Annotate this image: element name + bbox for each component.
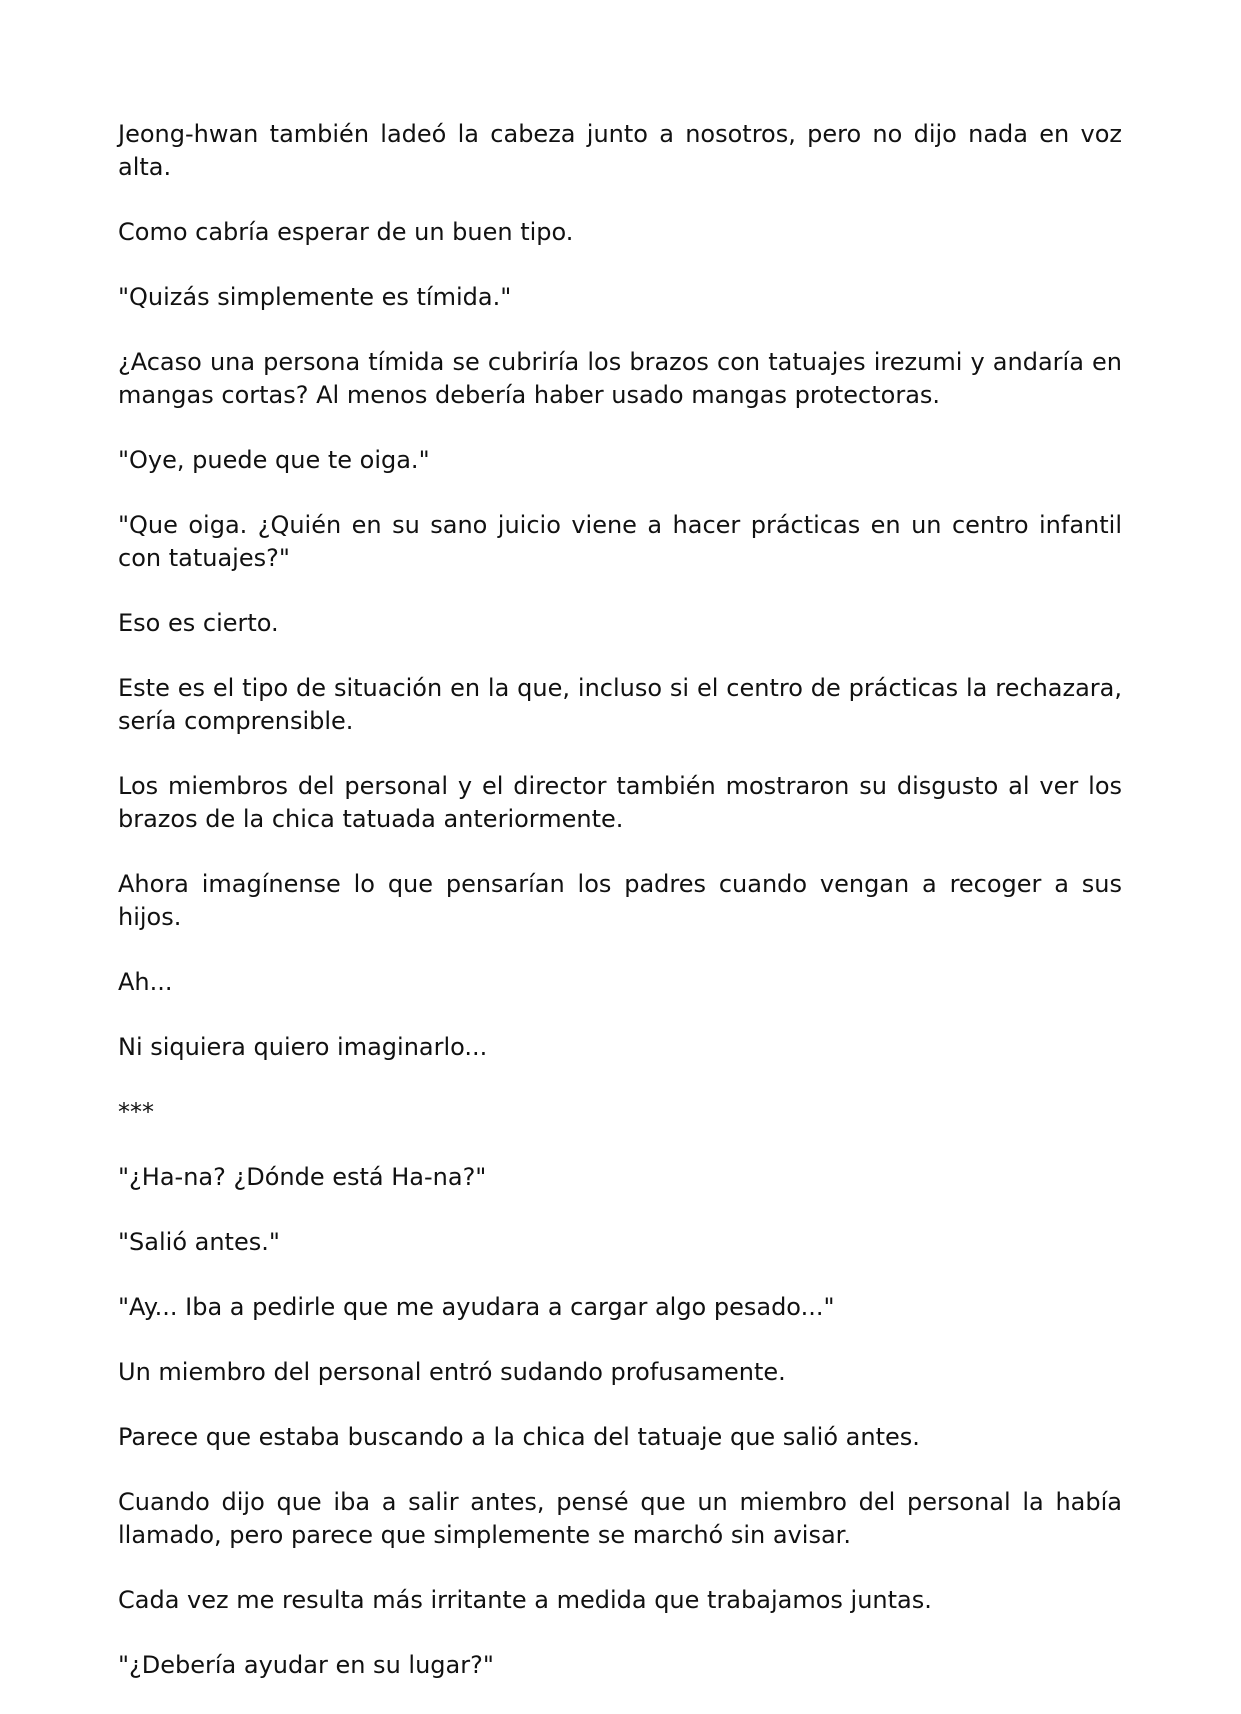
paragraph: "¿Ha-na? ¿Dónde está Ha-na?" <box>118 1163 487 1191</box>
paragraph: "Que oiga. ¿Quién en su sano juicio viene a hacer prácticas en un centro infantil con tatuajes?" <box>118 511 1122 572</box>
paragraph: ¿Acaso una persona tímida se cubriría los brazos con tatuajes irezumi y andaría en mangas cortas? Al menos debería haber usado mangas protectoras. <box>118 348 1122 409</box>
paragraph: Como cabría esperar de un buen tipo. <box>118 218 574 246</box>
paragraph: Ah... <box>118 968 173 996</box>
paragraph: "Quizás simplemente es tímida." <box>118 283 512 311</box>
paragraph: "Salió antes." <box>118 1228 280 1256</box>
paragraph: Cada vez me resulta más irritante a medida que trabajamos juntas. <box>118 1586 932 1614</box>
paragraph: Los miembros del personal y el director también mostraron su disgusto al ver los brazos de la chica tatuada anteriormente. <box>118 772 1122 833</box>
paragraph: Ahora imagínense lo que pensarían los padres cuando vengan a recoger a sus hijos. <box>118 870 1122 931</box>
paragraph: Ni siquiera quiero imaginarlo... <box>118 1033 488 1061</box>
paragraph: Eso es cierto. <box>118 609 279 637</box>
paragraph: Este es el tipo de situación en la que, incluso si el centro de prácticas la rechazara, sería comprensible. <box>118 674 1122 735</box>
paragraph: Cuando dijo que iba a salir antes, pensé que un miembro del personal la había llamado, pero parece que simplemente se marchó sin avisar. <box>118 1488 1122 1549</box>
paragraph: "Ay... Iba a pedirle que me ayudara a cargar algo pesado..." <box>118 1293 835 1321</box>
paragraph: Parece que estaba buscando a la chica del tatuaje que salió antes. <box>118 1423 920 1451</box>
body-text <box>118 118 1122 1714</box>
scene-break: *** <box>118 1098 154 1126</box>
paragraph: "¿Debería ayudar en su lugar?" <box>118 1651 494 1679</box>
paragraph: "Oye, puede que te oiga." <box>118 446 430 474</box>
paragraph: Un miembro del personal entró sudando profusamente. <box>118 1358 786 1386</box>
paragraph: Jeong-hwan también ladeó la cabeza junto a nosotros, pero no dijo nada en voz alta. <box>118 120 1122 181</box>
